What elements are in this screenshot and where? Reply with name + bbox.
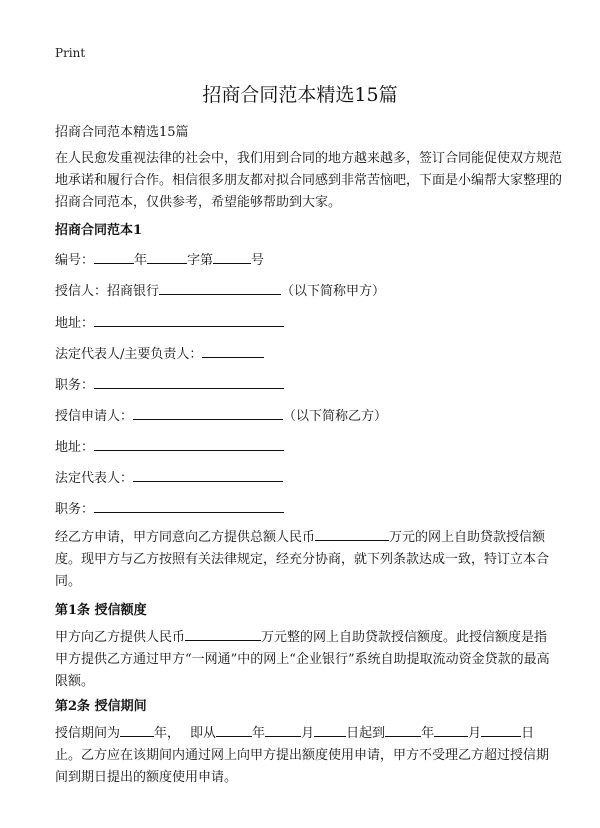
section-heading-contract-1: 招商合同范本1 <box>55 223 143 238</box>
agreement-paragraph <box>55 527 560 593</box>
applicant-label: 授信申请人： <box>55 409 134 424</box>
blank-line <box>315 528 389 541</box>
article-2-text-b: 日止。乙方应在该期间内通过网上向甲方提出额度使用申请，甲方不受理乙方超过授信期间到期日提出的额度使用申请。 <box>55 726 550 785</box>
article-2-y3: 年 <box>421 726 435 741</box>
blank-line <box>265 724 301 737</box>
field-number-year: 年 <box>134 253 148 268</box>
blank-line <box>216 724 252 737</box>
intro-paragraph: 在人民愈发重视法律的社会中，我们用到合同的地方越来越多，签订合同能促使双方规范地承诺和履行合作。相信很多朋友都对拟合同感到非常苦恼吧，下面是小编帮大家整理的招商合同范本，仅供参考，希望能够帮助到大家。 <box>55 151 563 210</box>
blank-line <box>94 438 284 451</box>
blank-line <box>481 724 521 737</box>
grantor-suffix: （以下简称甲方） <box>281 284 386 299</box>
position-label: 职务： <box>55 502 95 517</box>
blank-line <box>202 345 264 358</box>
applicant-address-row <box>55 436 284 455</box>
legal-rep-label: 法定代表人： <box>55 471 134 486</box>
blank-line <box>314 724 346 737</box>
applicant-legal-rep-row <box>55 467 283 486</box>
applicant-position-row <box>55 498 284 517</box>
article-2-from: 即从 <box>190 726 217 741</box>
blank-line <box>147 251 187 264</box>
blank-line <box>94 251 134 264</box>
legal-rep-main-label: 法定代表人/主要负责人： <box>55 347 203 362</box>
address-label: 地址： <box>55 316 95 331</box>
blank-line <box>133 469 283 482</box>
article-2-paragraph <box>55 723 560 789</box>
field-number-hao: 号 <box>251 253 265 268</box>
blank-line <box>213 251 251 264</box>
grantor-address-row <box>55 312 284 331</box>
applicant-suffix: （以下简称乙方） <box>283 409 388 424</box>
position-label: 职务： <box>55 378 95 393</box>
address-label: 地址： <box>55 440 95 455</box>
grantor-label: 授信人：招商银行 <box>55 284 160 299</box>
field-number-row <box>55 249 264 268</box>
article-1-text-a: 甲方向乙方提供人民币 <box>55 630 186 645</box>
article-2-m2: 月 <box>468 726 482 741</box>
article-2-y2: 年 <box>252 726 266 741</box>
agreement-text-a: 经乙方申请，甲方同意向乙方提供总额人民币 <box>55 530 316 545</box>
article-2-year: 年， <box>154 726 181 741</box>
blank-line <box>159 282 281 295</box>
blank-line <box>133 407 283 420</box>
blank-line <box>94 500 284 513</box>
article-1-paragraph <box>55 627 560 693</box>
grantor-row <box>55 280 385 299</box>
blank-line <box>94 376 284 389</box>
field-number-zi: 字第 <box>187 253 214 268</box>
document-title: 招商合同范本精选15篇 <box>202 84 398 106</box>
blank-line <box>185 628 261 641</box>
article-1-heading: 第1条 授信额度 <box>55 603 147 618</box>
print-link[interactable]: Print <box>55 46 86 60</box>
applicant-row <box>55 405 387 424</box>
article-2-m: 月 <box>301 726 315 741</box>
blank-line <box>385 724 421 737</box>
article-2-text-a: 授信期间为 <box>55 726 121 741</box>
article-1-text-b: 万元整的网上自助贷款授信额度。此授信额度是指甲方提供乙方通过甲方“一网通”中的网上“企业银行”系统自助提取流动资金贷款的最高限额。 <box>55 630 550 689</box>
document-subtitle: 招商合同范本精选15篇 <box>55 125 189 140</box>
grantor-legal-rep-row <box>55 343 264 362</box>
grantor-position-row <box>55 374 284 393</box>
blank-line <box>434 724 468 737</box>
field-number-label: 编号： <box>55 253 95 268</box>
agreement-text-b: 万元的网上自助贷款授信额度。现甲方与乙方按照有关法律规定，经充分协商，就下列条款达成一致，特订立本合同。 <box>55 530 550 589</box>
article-2-heading: 第2条 授信期间 <box>55 699 147 714</box>
blank-line <box>94 314 284 327</box>
blank-line <box>120 724 154 737</box>
article-2-d: 日起到 <box>346 726 386 741</box>
